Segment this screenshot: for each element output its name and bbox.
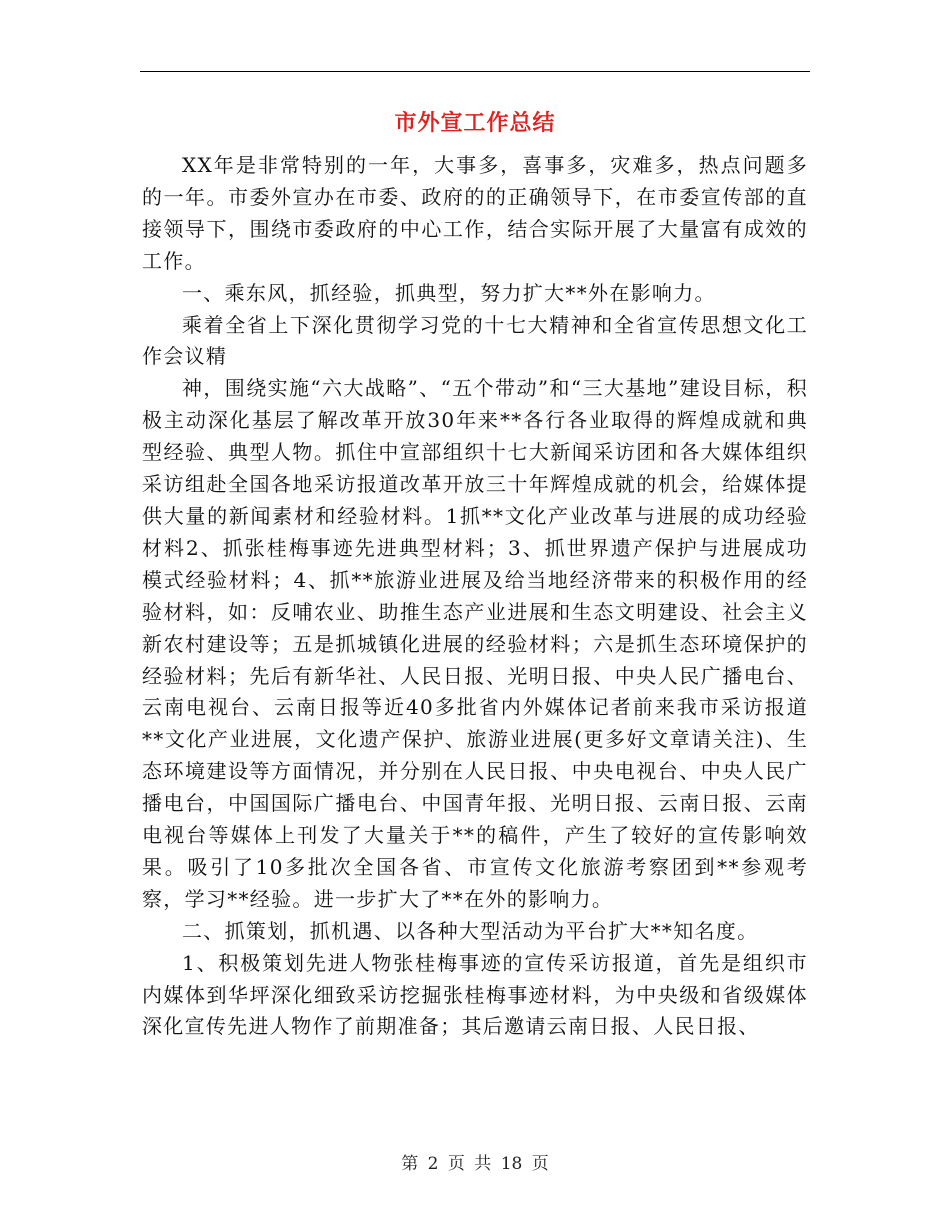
section-heading-2: 二、抓策划，抓机遇、以各种大型活动为平台扩大**知名度。 — [182, 918, 759, 943]
header-rule — [140, 71, 810, 72]
document-body — [142, 150, 808, 1043]
paragraph-1a: 乘着全省上下深化贯彻学习党的十七大精神和全省宣传思想文化工作会议精 — [142, 312, 808, 369]
paragraph-1b: 神，围绕实施“六大战略”、“五个带动”和“三大基地”建设目标，积极主动深化基层了解改革开放30年来**各行各业取得的辉煌成就和典型经验、典型人物。抓住中宣部组织十七大新闻采访团和各大媒体组织采访组赴全国各地采访报道改革开放三十年辉煌成就的机会，给媒体提供大量的新闻素材和经验材料。1抓**文化产业改革与进展的成功经验材料2、抓张桂梅事迹先进典型材料；3、抓世界遗产保护与进展成功模式经验材料；4、抓**旅游业进展及给当地经济带来的积极作用的经验材料，如：反哺农业、助推生态产业进展和生态文明建设、社会主义新农村建设等；五是抓城镇化进展的经验材料；六是抓生态环境保护的经验材料；先后有新华社、人民日报、光明日报、中央人民广播电台、云南电视台、云南日报等近40多批省内外媒体记者前来我市采访报道**文化产业进展，文化遗产保护、旅游业进展(更多好文章请关注)、生态环境建设等方面情况，并分别在人民日报、中央电视台、中央人民广播电台，中国国际广播电台、中国青年报、光明日报、云南日报、云南电视台等媒体上刊发了大量关于**的稿件，产生了较好的宣传影响效果。吸引了10多批次全国各省、市宣传文化旅游考察团到**参观考察，学习**经验。进一步扩大了**在外的影响力。 — [142, 376, 808, 911]
paragraph-2a: 1、积极策划先进人物张桂梅事迹的宣传采访报道，首先是组织市内媒体到华坪深化细致采访挖掘张桂梅事迹材料，为中央级和省级媒体深化宣传先进人物作了前期准备；其后邀请云南日报、人民日报、 — [142, 950, 808, 1039]
paragraph-intro: XX年是非常特别的一年，大事多，喜事多，灾难多，热点问题多的一年。市委外宣办在市委、政府的的正确领导下，在市委宣传部的直接领导下，围绕市委政府的中心工作，结合实际开展了大量富有成效的工作。 — [142, 153, 808, 273]
page-number-footer: 第 2 页 共 18 页 — [401, 1154, 549, 1174]
document-title: 市外宣工作总结 — [394, 111, 556, 136]
section-heading-1: 一、乘东风，抓经验，抓典型，努力扩大**外在影响力。 — [182, 280, 716, 305]
